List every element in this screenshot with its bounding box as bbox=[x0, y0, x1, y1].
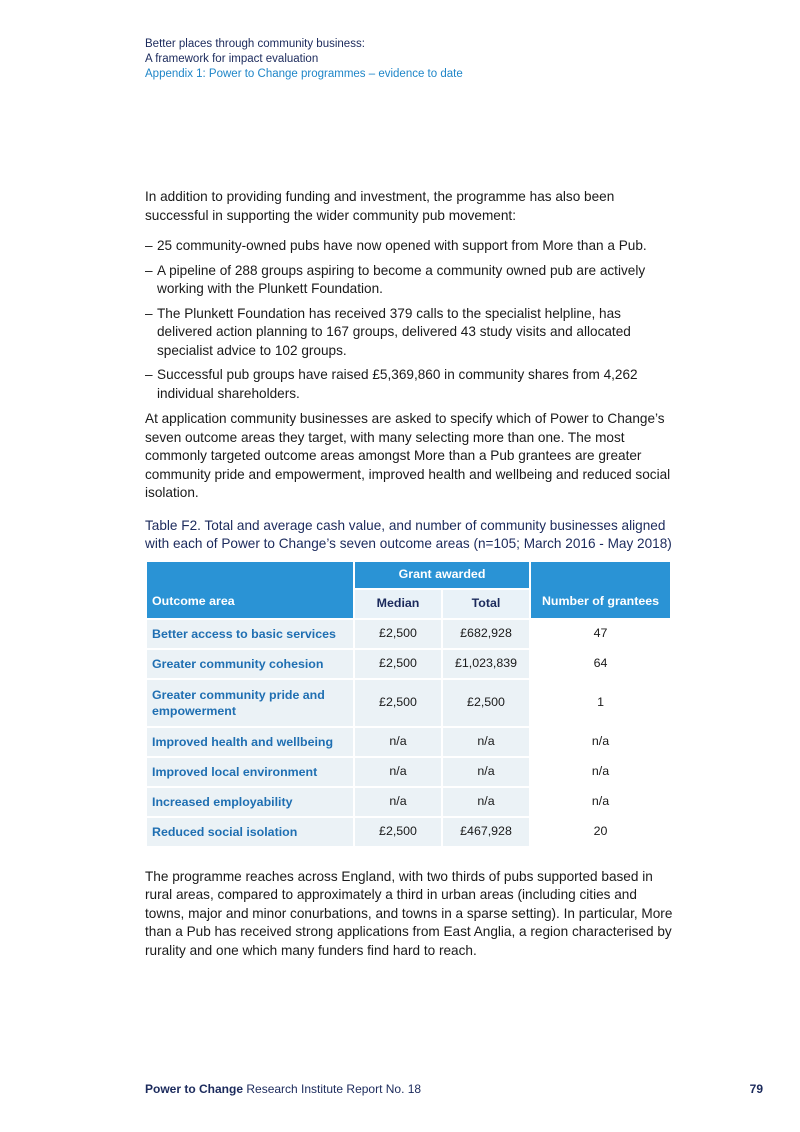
cell-grantees: 64 bbox=[530, 649, 671, 679]
header-median: Median bbox=[354, 589, 442, 619]
cell-grantees: n/a bbox=[530, 727, 671, 757]
cell-total: n/a bbox=[442, 787, 530, 817]
bullet-item: – A pipeline of 288 groups aspiring to become a community owned pub are actively working with the Plunkett Foundation. bbox=[145, 262, 675, 299]
outcome-areas-paragraph: At application community businesses are asked to specify which of Power to Change’s seven outcome areas they target, with many selecting more than one. The most commonly targeted outcome areas amongst More than a Pub grantees are greater community pride and empowerment, improved health and wellbeing and reduced social isolation. bbox=[145, 411, 671, 500]
main-content bbox=[145, 188, 675, 960]
table-row bbox=[146, 679, 671, 727]
table-caption: Table F2. Total and average cash value, and number of community businesses aligned with each of Power to Change’s seven outcome areas (n=105; March 2016 - May 2018) bbox=[145, 517, 672, 551]
cell-grantees: 1 bbox=[530, 679, 671, 727]
header-number-of-grantees: Number of grantees bbox=[530, 561, 671, 619]
cell-median: £2,500 bbox=[354, 649, 442, 679]
cell-outcome-area: Greater community pride and empowerment bbox=[146, 679, 354, 727]
cell-total: £467,928 bbox=[442, 817, 530, 847]
table-row bbox=[146, 619, 671, 649]
cell-outcome-area: Improved local environment bbox=[146, 757, 354, 787]
bullet-item: – The Plunkett Foundation has received 379 calls to the specialist helpline, has delivered action planning to 167 groups, delivered 43 study visits and allocated specialist advice to 102 groups. bbox=[145, 305, 675, 361]
footer-brand: Power to Change bbox=[145, 1082, 244, 1096]
cell-grantees: 20 bbox=[530, 817, 671, 847]
cell-total: £682,928 bbox=[442, 619, 530, 649]
cell-median: n/a bbox=[354, 757, 442, 787]
cell-median: n/a bbox=[354, 727, 442, 757]
bullet-item: – Successful pub groups have raised £5,369,860 in community shares from 4,262 individual shareholders. bbox=[145, 366, 675, 403]
header-title-line1: Better places through community business: bbox=[145, 38, 365, 50]
running-header bbox=[145, 37, 705, 82]
table-row bbox=[146, 787, 671, 817]
cell-outcome-area: Improved health and wellbeing bbox=[146, 727, 354, 757]
cell-total: £2,500 bbox=[442, 679, 530, 727]
cell-outcome-area: Greater community cohesion bbox=[146, 649, 354, 679]
table-row bbox=[146, 817, 671, 847]
table-row bbox=[146, 757, 671, 787]
cell-grantees: n/a bbox=[530, 787, 671, 817]
page-number: 79 bbox=[749, 1082, 763, 1096]
header-outcome-area: Outcome area bbox=[146, 561, 354, 619]
footer-report: Research Institute Report No. 18 bbox=[243, 1082, 422, 1096]
cell-grantees: n/a bbox=[530, 757, 671, 787]
cell-total: n/a bbox=[442, 727, 530, 757]
cell-total: n/a bbox=[442, 757, 530, 787]
cell-median: £2,500 bbox=[354, 817, 442, 847]
header-grant-awarded: Grant awarded bbox=[354, 561, 530, 589]
footer-report-title bbox=[145, 1082, 421, 1096]
cell-outcome-area: Reduced social isolation bbox=[146, 817, 354, 847]
cell-grantees: 47 bbox=[530, 619, 671, 649]
header-total: Total bbox=[442, 589, 530, 619]
outcome-table bbox=[145, 560, 672, 848]
page-footer bbox=[145, 1082, 763, 1096]
cell-total: £1,023,839 bbox=[442, 649, 530, 679]
table-row bbox=[146, 727, 671, 757]
cell-outcome-area: Better access to basic services bbox=[146, 619, 354, 649]
cell-median: £2,500 bbox=[354, 679, 442, 727]
cell-median: n/a bbox=[354, 787, 442, 817]
bullet-item: – 25 community-owned pubs have now opened with support from More than a Pub. bbox=[145, 237, 675, 256]
cell-outcome-area: Increased employability bbox=[146, 787, 354, 817]
table-row bbox=[146, 649, 671, 679]
cell-median: £2,500 bbox=[354, 619, 442, 649]
header-title-line2: A framework for impact evaluation bbox=[145, 53, 319, 65]
intro-paragraph: In addition to providing funding and investment, the programme has also been successful in supporting the wider community pub movement: bbox=[145, 189, 615, 223]
reach-paragraph: The programme reaches across England, with two thirds of pubs supported based in rural areas, compared to approximately a third in urban areas (including cities and towns, major and minor conurbations, and towns in a sparse setting). In particular, More than a Pub has received strong applications from East Anglia, a region characterised by rurality and one which many funders find hard to reach. bbox=[145, 868, 673, 958]
header-section: Appendix 1: Power to Change programmes – evidence to date bbox=[145, 68, 463, 80]
bullet-list bbox=[145, 237, 675, 403]
